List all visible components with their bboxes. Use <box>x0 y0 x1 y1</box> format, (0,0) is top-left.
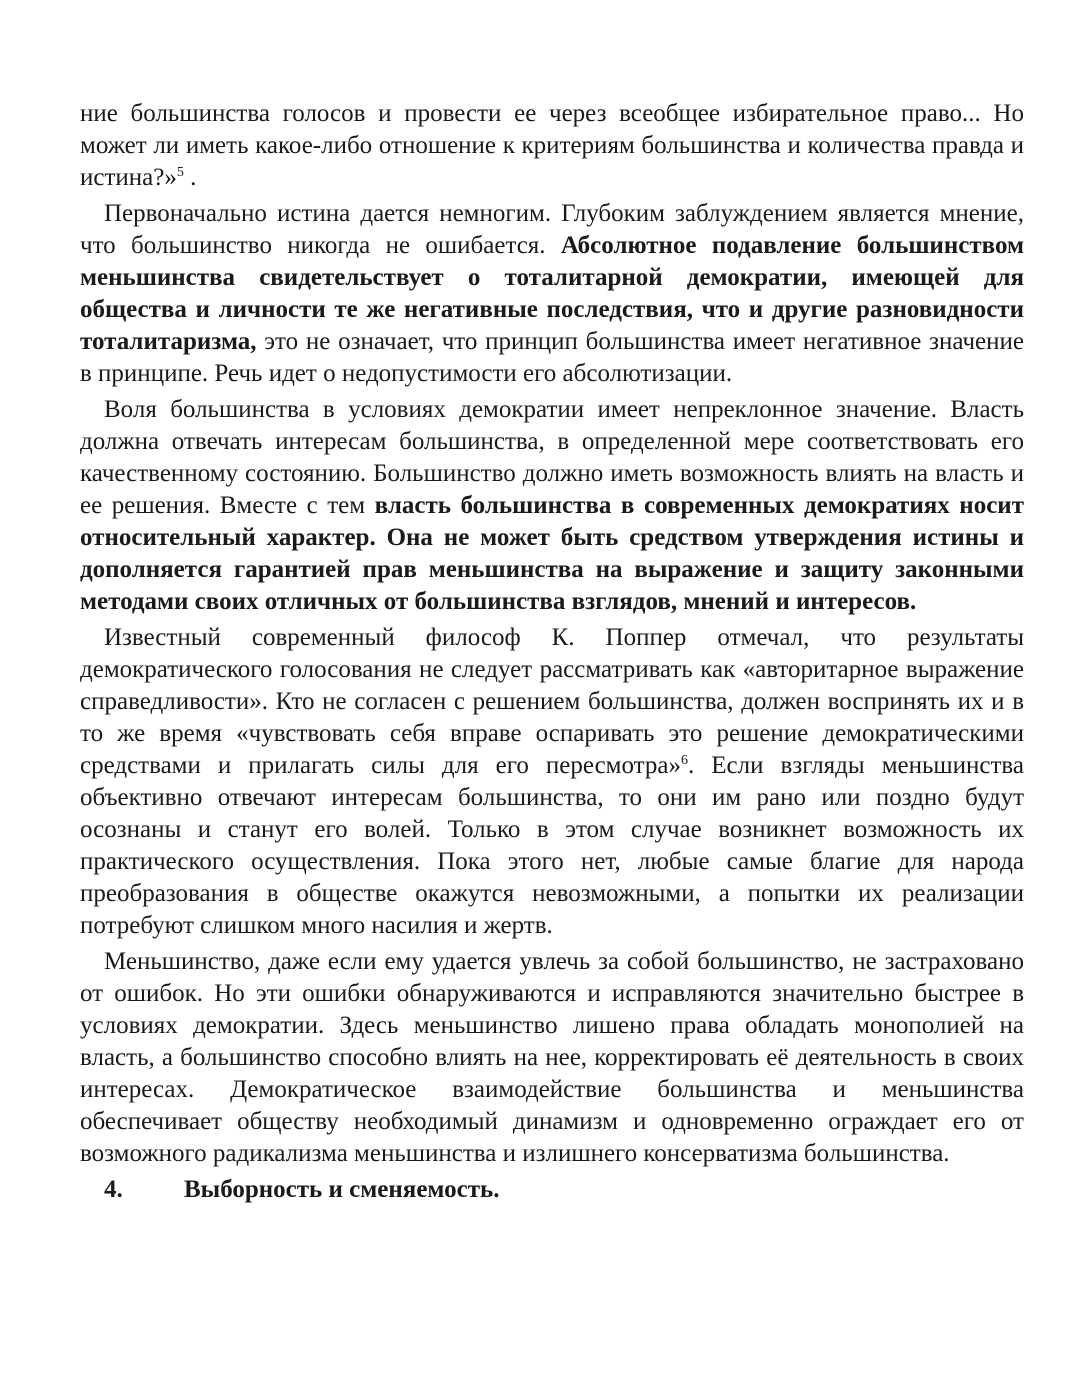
bold-text: Абсолютное подавление большинством меньшинства свидетельствует о тоталитарной демократии, имеющей для общества и личности те же негативные последствия, что и другие разновидности тоталитаризма, <box>80 232 1025 355</box>
text-run: Первоначально истина дается немногим. Глубоким заблуждением является мнение, что большинство никогда не ошибается. <box>80 200 1024 259</box>
text-run: это не означает, что принцип большинства имеет негативное значение в принципе. Речь идет о недопустимости его абсолютизации. <box>80 328 1024 387</box>
text-run: . <box>183 164 197 191</box>
paragraph <box>80 622 1024 942</box>
paragraph <box>80 198 1024 390</box>
section-heading <box>80 1174 1024 1206</box>
text-run: Воля большинства в условиях демократии имеет непреклонное значение. Власть должна отвечать интересам большинства, в определенной мере соответствовать его качественному состоянию. Большинство должно иметь возможность влиять на власть и ее решения. Вместе с тем <box>80 396 1024 519</box>
text-run: Меньшинство, даже если ему удается увлечь за собой большинство, не застраховано от ошибок. Но эти ошибки обнаруживаются и исправляются значительно быстрее в условиях демократии. Здесь меньшинство лишено права обладать монополией на власть, а большинство способно влиять на нее, корректировать её деятельность в своих интересах. Демократическое взаимодействие большинства и меньшинства обеспечивает обществу необходимый динамизм и одновременно ограждает его от возможного радикализма меньшинства и излишнего консерватизма большинства. <box>80 948 1024 1167</box>
footnote-ref: 5 <box>176 165 184 180</box>
section-number: 4. <box>104 1176 123 1203</box>
bold-text: власть большинства в современных демократиях носит относительный характер. Она не может быть средством утверждения истины и дополняется гарантией прав меньшинства на выражение и защиту законными методами своих отличных от большинства взглядов, мнений и интересов. <box>80 492 1024 615</box>
text-run: ние большинства голосов и провести ее через всеобщее избирательное право... Но может ли иметь какое-либо отношение к критериям большинства и количества правда и истина?» <box>80 100 1024 191</box>
document-page <box>80 98 1024 1206</box>
body-text <box>80 98 1024 1170</box>
paragraph <box>80 394 1024 618</box>
section-title: Выборность и сменяемость. <box>184 1176 500 1203</box>
paragraph <box>80 946 1024 1170</box>
footnote-ref: 6 <box>681 753 689 768</box>
paragraph <box>80 98 1024 194</box>
text-run: Известный современный философ К. Поппер отмечал, что результаты демократического голосования не следует рассматривать как «авторитарное выражение справедливости». Кто не согласен с решением большинства, должен воспринять их и в то же время «чувствовать себя вправе оспаривать это решение демократическими средствами и прилагать силы для его пересмотра» <box>80 624 1024 779</box>
text-run: . Если взгляды меньшинства объективно отвечают интересам большинства, то они им рано или поздно будут осознаны и станут его волей. Только в этом случае возникнет возможность их практического осуществления. Пока этого нет, любые самые благие для народа преобразования в обществе окажутся невозможными, а попытки их реализации потребуют слишком много насилия и жертв. <box>80 752 1024 939</box>
